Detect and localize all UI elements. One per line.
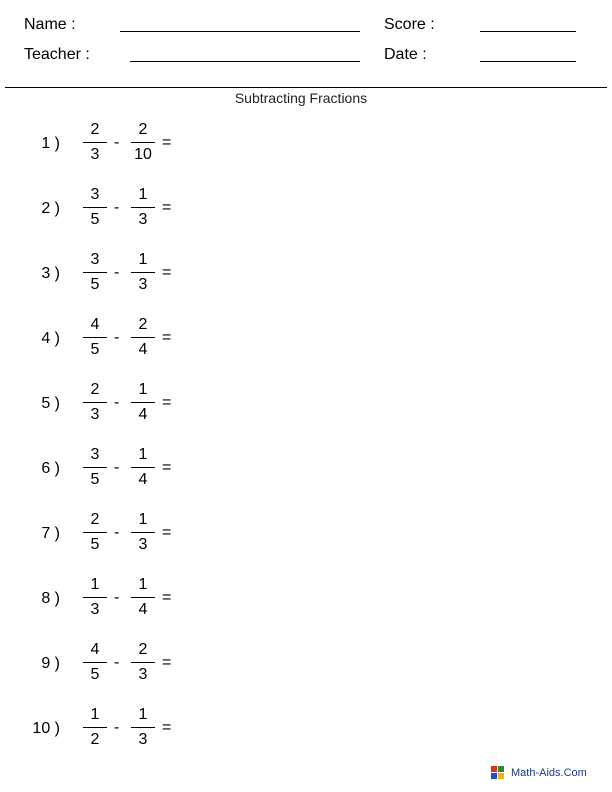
problem-number: 4 ) bbox=[41, 330, 60, 347]
name-label: Name : bbox=[24, 16, 76, 33]
fraction-bar bbox=[131, 662, 155, 663]
numerator: 2 bbox=[90, 511, 100, 528]
numerator: 1 bbox=[90, 576, 100, 593]
fraction-bar bbox=[83, 272, 107, 273]
fraction-a bbox=[83, 705, 107, 750]
score-label: Score : bbox=[384, 16, 435, 33]
problem-number: 5 ) bbox=[41, 395, 60, 412]
fraction-bar bbox=[131, 597, 155, 598]
denominator: 3 bbox=[138, 666, 148, 683]
minus-sign: - bbox=[114, 134, 120, 151]
numerator: 3 bbox=[90, 251, 100, 268]
fraction-a bbox=[83, 185, 107, 230]
denominator: 3 bbox=[138, 731, 148, 748]
fraction-bar bbox=[83, 532, 107, 533]
numerator: 1 bbox=[90, 706, 100, 723]
problem-row bbox=[0, 250, 300, 300]
denominator: 5 bbox=[90, 471, 100, 488]
fraction-b bbox=[131, 575, 155, 620]
fraction-bar bbox=[131, 272, 155, 273]
denominator: 4 bbox=[138, 406, 148, 423]
problem-number: 6 ) bbox=[41, 460, 60, 477]
fraction-bar bbox=[131, 142, 155, 143]
numerator: 1 bbox=[138, 576, 148, 593]
fraction-b bbox=[131, 120, 155, 165]
problem-row bbox=[0, 120, 300, 170]
header-divider bbox=[5, 87, 607, 88]
denominator: 4 bbox=[138, 601, 148, 618]
fraction-bar bbox=[131, 337, 155, 338]
equals-sign: = bbox=[162, 264, 172, 281]
fraction-a bbox=[83, 380, 107, 425]
fraction-b bbox=[131, 315, 155, 360]
equals-sign: = bbox=[162, 394, 172, 411]
numerator: 1 bbox=[138, 381, 148, 398]
problem-row bbox=[0, 640, 300, 690]
equals-sign: = bbox=[162, 199, 172, 216]
fraction-b bbox=[131, 445, 155, 490]
numerator: 2 bbox=[138, 121, 148, 138]
minus-sign: - bbox=[114, 264, 120, 281]
denominator: 4 bbox=[138, 471, 148, 488]
worksheet-title: Subtracting Fractions bbox=[234, 90, 368, 106]
fraction-bar bbox=[83, 727, 107, 728]
fraction-b bbox=[131, 380, 155, 425]
fraction-a bbox=[83, 315, 107, 360]
equals-sign: = bbox=[162, 719, 172, 736]
numerator: 3 bbox=[90, 186, 100, 203]
fraction-bar bbox=[83, 142, 107, 143]
equals-sign: = bbox=[162, 654, 172, 671]
fraction-bar bbox=[131, 207, 155, 208]
date-label: Date : bbox=[384, 46, 427, 63]
denominator: 3 bbox=[90, 406, 100, 423]
fraction-a bbox=[83, 510, 107, 555]
equals-sign: = bbox=[162, 459, 172, 476]
math-aids-logo-icon bbox=[491, 766, 505, 780]
fraction-bar bbox=[83, 597, 107, 598]
denominator: 5 bbox=[90, 536, 100, 553]
numerator: 2 bbox=[138, 316, 148, 333]
score-field-line[interactable] bbox=[480, 31, 576, 32]
fraction-b bbox=[131, 510, 155, 555]
minus-sign: - bbox=[114, 654, 120, 671]
logo-square-red bbox=[491, 766, 497, 772]
fraction-bar bbox=[131, 532, 155, 533]
numerator: 2 bbox=[138, 641, 148, 658]
problem-number: 7 ) bbox=[41, 525, 60, 542]
problem-number: 10 ) bbox=[32, 720, 60, 737]
denominator: 3 bbox=[90, 146, 100, 163]
problem-number: 2 ) bbox=[41, 200, 60, 217]
equals-sign: = bbox=[162, 329, 172, 346]
fraction-b bbox=[131, 640, 155, 685]
problem-number: 1 ) bbox=[41, 135, 60, 152]
date-field-line[interactable] bbox=[480, 61, 576, 62]
fraction-a bbox=[83, 250, 107, 295]
problem-number: 9 ) bbox=[41, 655, 60, 672]
logo-square-blue bbox=[491, 773, 497, 779]
numerator: 1 bbox=[138, 511, 148, 528]
fraction-bar bbox=[83, 467, 107, 468]
numerator: 2 bbox=[90, 121, 100, 138]
minus-sign: - bbox=[114, 524, 120, 541]
fraction-bar bbox=[83, 402, 107, 403]
numerator: 2 bbox=[90, 381, 100, 398]
fraction-bar bbox=[83, 207, 107, 208]
teacher-label: Teacher : bbox=[24, 46, 90, 63]
equals-sign: = bbox=[162, 524, 172, 541]
fraction-a bbox=[83, 640, 107, 685]
numerator: 1 bbox=[138, 706, 148, 723]
name-field-line[interactable] bbox=[120, 31, 360, 32]
problem-row bbox=[0, 185, 300, 235]
denominator: 5 bbox=[90, 666, 100, 683]
denominator: 3 bbox=[138, 536, 148, 553]
logo-text: Math-Aids.Com bbox=[511, 767, 587, 779]
minus-sign: - bbox=[114, 459, 120, 476]
problem-row bbox=[0, 510, 300, 560]
numerator: 1 bbox=[138, 251, 148, 268]
problem-number: 3 ) bbox=[41, 265, 60, 282]
fraction-bar bbox=[83, 662, 107, 663]
numerator: 1 bbox=[138, 446, 148, 463]
equals-sign: = bbox=[162, 589, 172, 606]
denominator: 5 bbox=[90, 341, 100, 358]
minus-sign: - bbox=[114, 199, 120, 216]
denominator: 5 bbox=[90, 211, 100, 228]
denominator: 2 bbox=[90, 731, 100, 748]
fraction-a bbox=[83, 575, 107, 620]
numerator: 4 bbox=[90, 641, 100, 658]
denominator: 10 bbox=[134, 146, 152, 163]
numerator: 1 bbox=[138, 186, 148, 203]
fraction-b bbox=[131, 185, 155, 230]
teacher-field-line[interactable] bbox=[130, 61, 360, 62]
fraction-bar bbox=[131, 727, 155, 728]
equals-sign: = bbox=[162, 134, 172, 151]
fraction-a bbox=[83, 445, 107, 490]
numerator: 3 bbox=[90, 446, 100, 463]
fraction-bar bbox=[83, 337, 107, 338]
logo-square-green bbox=[498, 766, 504, 772]
fraction-a bbox=[83, 120, 107, 165]
denominator: 3 bbox=[138, 276, 148, 293]
denominator: 3 bbox=[90, 601, 100, 618]
fraction-b bbox=[131, 250, 155, 295]
denominator: 4 bbox=[138, 341, 148, 358]
problem-row bbox=[0, 705, 300, 755]
denominator: 5 bbox=[90, 276, 100, 293]
problem-number: 8 ) bbox=[41, 590, 60, 607]
minus-sign: - bbox=[114, 329, 120, 346]
problem-row bbox=[0, 575, 300, 625]
minus-sign: - bbox=[114, 719, 120, 736]
fraction-b bbox=[131, 705, 155, 750]
problem-row bbox=[0, 380, 300, 430]
minus-sign: - bbox=[114, 394, 120, 411]
footer-logo bbox=[491, 765, 587, 781]
logo-square-yellow bbox=[498, 773, 504, 779]
minus-sign: - bbox=[114, 589, 120, 606]
fraction-bar bbox=[131, 402, 155, 403]
fraction-bar bbox=[131, 467, 155, 468]
problem-row bbox=[0, 445, 300, 495]
denominator: 3 bbox=[138, 211, 148, 228]
problem-row bbox=[0, 315, 300, 365]
numerator: 4 bbox=[90, 316, 100, 333]
